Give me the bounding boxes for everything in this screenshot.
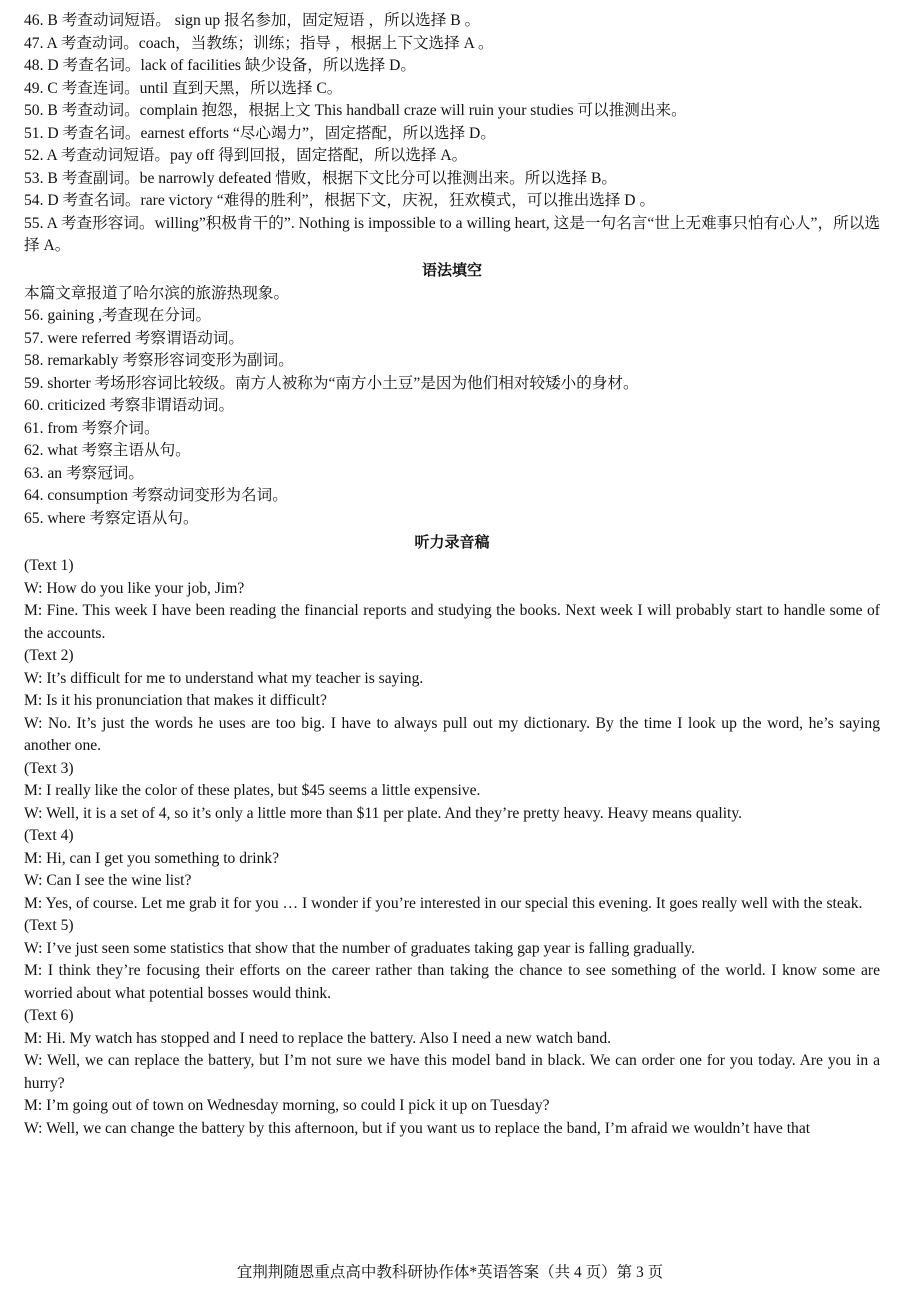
dialogue-line: W: Well, we can replace the battery, but I’m not sure we have this model band in black. We can order one for you today. Are you in a hurry? (24, 1052, 880, 1092)
grammar-item: 60. criticized 考察非谓语动词。 (24, 397, 235, 414)
answer-item: 46. B 考查动词短语。 sign up 报名参加，固定短语 ，所以选择 B 。 (24, 12, 481, 29)
dialogue-line: W: How do you like your job, Jim? (24, 579, 245, 597)
text-label: (Text 5) (24, 917, 74, 934)
answer-item: 48. D 考查名词。lack of facilities 缺少设备，所以选择 D。 (24, 57, 416, 74)
answer-item: 52. A 考查动词短语。pay off 得到回报，固定搭配，所以选择 A。 (24, 147, 468, 164)
listening-section-title: 听力录音稿 (414, 533, 490, 551)
grammar-item: 62. what 考察主语从句。 (24, 442, 191, 459)
answer-key-46-55 (24, 10, 880, 258)
dialogue-line: W: Can I see the wine list? (24, 872, 192, 889)
text-label: (Text 1) (24, 557, 74, 574)
text-label: (Text 3) (24, 759, 74, 777)
grammar-section (24, 283, 880, 531)
text-label: (Text 4) (24, 827, 74, 844)
grammar-intro: 本篇文章报道了哈尔滨的旅游热现象。 (24, 284, 290, 302)
answer-item: 50. B 考查动词。complain 抱怨，根据上文 This handball craze will ruin your studies 可以推测出来。 (24, 102, 687, 119)
answer-item: 49. C 考查连词。until 直到天黑，所以选择 C。 (24, 79, 343, 97)
dialogue-line: M: I’m going out of town on Wednesday morning, so could I pick it up on Tuesday? (24, 1097, 550, 1114)
grammar-section-title: 语法填空 (421, 260, 482, 279)
grammar-item: 59. shorter 考场形容词比较级。南方人被称为“南方小土豆”是因为他们相对较矮小的身材。 (24, 374, 639, 392)
page-footer: 宜荆荆随恩重点高中教科研协作体*英语答案（共 4 页）第 3 页 (236, 1264, 664, 1281)
grammar-item: 56. gaining ,考查现在分词。 (24, 307, 212, 324)
grammar-item: 65. where 考察定语从句。 (24, 509, 199, 527)
grammar-item: 64. consumption 考察动词变形为名词。 (24, 487, 288, 504)
answer-item: 53. B 考查副词。be narrowly defeated 惜败，根据下文比分可以推测出来。所以选择 B。 (24, 169, 617, 187)
dialogue-line: M: Is it his pronunciation that makes it difficult? (24, 692, 327, 709)
grammar-item: 58. remarkably 考察形容词变形为副词。 (24, 352, 294, 369)
dialogue-line: W: Well, it is a set of 4, so it’s only a little more than $11 per plate. And they’re pretty heavy. Heavy means quality. (24, 804, 743, 822)
answer-item: 47. A 考查动词。coach，当教练；训练；指导 ，根据上下文选择 A 。 (24, 34, 494, 52)
dialogue-line: M: I really like the color of these plates, but $45 seems a little expensive. (24, 782, 481, 799)
dialogue-line: W: It’s difficult for me to understand what my teacher is saying. (24, 669, 424, 687)
dialogue-line: W: I’ve just seen some statistics that show that the number of graduates taking gap year is falling gradually. (24, 939, 695, 957)
answer-item: 51. D 考查名词。earnest efforts “尽心竭力”，固定搭配，所以选择 D。 (24, 124, 496, 142)
dialogue-line: M: Hi. My watch has stopped and I need to replace the battery. Also I need a new watch band. (24, 1029, 612, 1047)
dialogue-line: W: Well, we can change the battery by this afternoon, but if you want us to replace the band, I’m afraid we wouldn’t have that (24, 1119, 811, 1137)
answer-item: 54. D 考查名词。rare victory “难得的胜利”，根据下文，庆祝，狂欢模式，可以推出选择 D 。 (24, 192, 656, 209)
answer-item: 55. A 考查形容词。willing”积极肯干的”. Nothing is impossible to a willing heart, 这是一句名言“世上无难事只怕有心人”，所以选择 A。 (24, 214, 880, 254)
text-label: (Text 6) (24, 1007, 74, 1024)
dialogue-line: M: Hi, can I get you something to drink? (24, 849, 280, 867)
grammar-item: 61. from 考察介词。 (24, 419, 160, 437)
dialogue-line: M: Yes, of course. Let me grab it for you … I wonder if you’re interested in our special this evening. It goes really well with the steak. (24, 894, 863, 912)
dialogue-line: W: No. It’s just the words he uses are too big. I have to always pull out my dictionary. By the time I look up the word, he’s saying another one. (24, 714, 880, 754)
dialogue-line: M: I think they’re focusing their efforts on the career rather than taking the chance to see something of the world. I know some are worried about what potential bosses would think. (24, 962, 880, 1002)
dialogue-line: M: Fine. This week I have been reading the financial reports and studying the books. Next week I will probably start to handle some of the accounts. (24, 602, 880, 642)
grammar-item: 57. were referred 考察谓语动词。 (24, 329, 244, 347)
text-label: (Text 2) (24, 647, 74, 664)
answer-page (24, 10, 880, 1140)
listening-transcript (24, 555, 880, 1140)
grammar-item: 63. an 考察冠词。 (24, 464, 144, 482)
